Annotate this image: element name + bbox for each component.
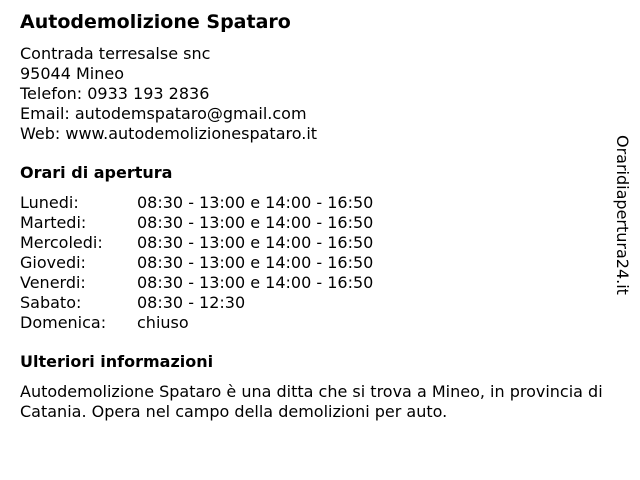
hours-row-thursday bbox=[20, 253, 632, 273]
time-value: 08:30 - 13:00 e 14:00 - 16:50 bbox=[137, 213, 374, 232]
day-label: Mercoledi: bbox=[20, 233, 103, 252]
more-info-text: Autodemolizione Spataro è una ditta che si trova a Mineo, in provincia di Catania. Opera nel campo della demolizioni per auto. bbox=[20, 382, 603, 421]
email-line: Email: autodemspataro@gmail.com bbox=[20, 104, 307, 123]
postal-city: 95044 Mineo bbox=[20, 64, 125, 83]
time-value: 08:30 - 13:00 e 14:00 - 16:50 bbox=[137, 273, 374, 292]
hours-row-saturday bbox=[20, 293, 632, 313]
hours-row-wednesday bbox=[20, 233, 632, 253]
address-block bbox=[20, 44, 632, 144]
hours-row-sunday bbox=[20, 313, 632, 333]
time-value: 08:30 - 13:00 e 14:00 - 16:50 bbox=[137, 193, 374, 212]
day-label: Sabato: bbox=[20, 293, 82, 312]
street-address: Contrada terresalse snc bbox=[20, 44, 211, 63]
day-label: Martedi: bbox=[20, 213, 87, 232]
time-value: chiuso bbox=[137, 313, 189, 332]
time-value: 08:30 - 12:30 bbox=[137, 293, 246, 312]
business-card bbox=[20, 10, 632, 422]
opening-hours-table bbox=[20, 193, 632, 333]
phone-line: Telefon: 0933 193 2836 bbox=[20, 84, 210, 103]
day-label: Domenica: bbox=[20, 313, 107, 332]
time-value: 08:30 - 13:00 e 14:00 - 16:50 bbox=[137, 233, 374, 252]
day-label: Venerdi: bbox=[20, 273, 86, 292]
brand-watermark: Oraridiapertura24.it bbox=[613, 135, 632, 295]
day-label: Giovedi: bbox=[20, 253, 86, 272]
business-name: Autodemolizione Spataro bbox=[20, 11, 291, 33]
hours-row-friday bbox=[20, 273, 632, 293]
more-info-heading: Ulteriori informazioni bbox=[20, 352, 214, 371]
time-value: 08:30 - 13:00 e 14:00 - 16:50 bbox=[137, 253, 374, 272]
opening-hours-heading: Orari di apertura bbox=[20, 163, 173, 182]
day-label: Lunedi: bbox=[20, 193, 79, 212]
hours-row-monday bbox=[20, 193, 632, 213]
website-line: Web: www.autodemolizionespataro.it bbox=[20, 124, 318, 143]
hours-row-tuesday bbox=[20, 213, 632, 233]
